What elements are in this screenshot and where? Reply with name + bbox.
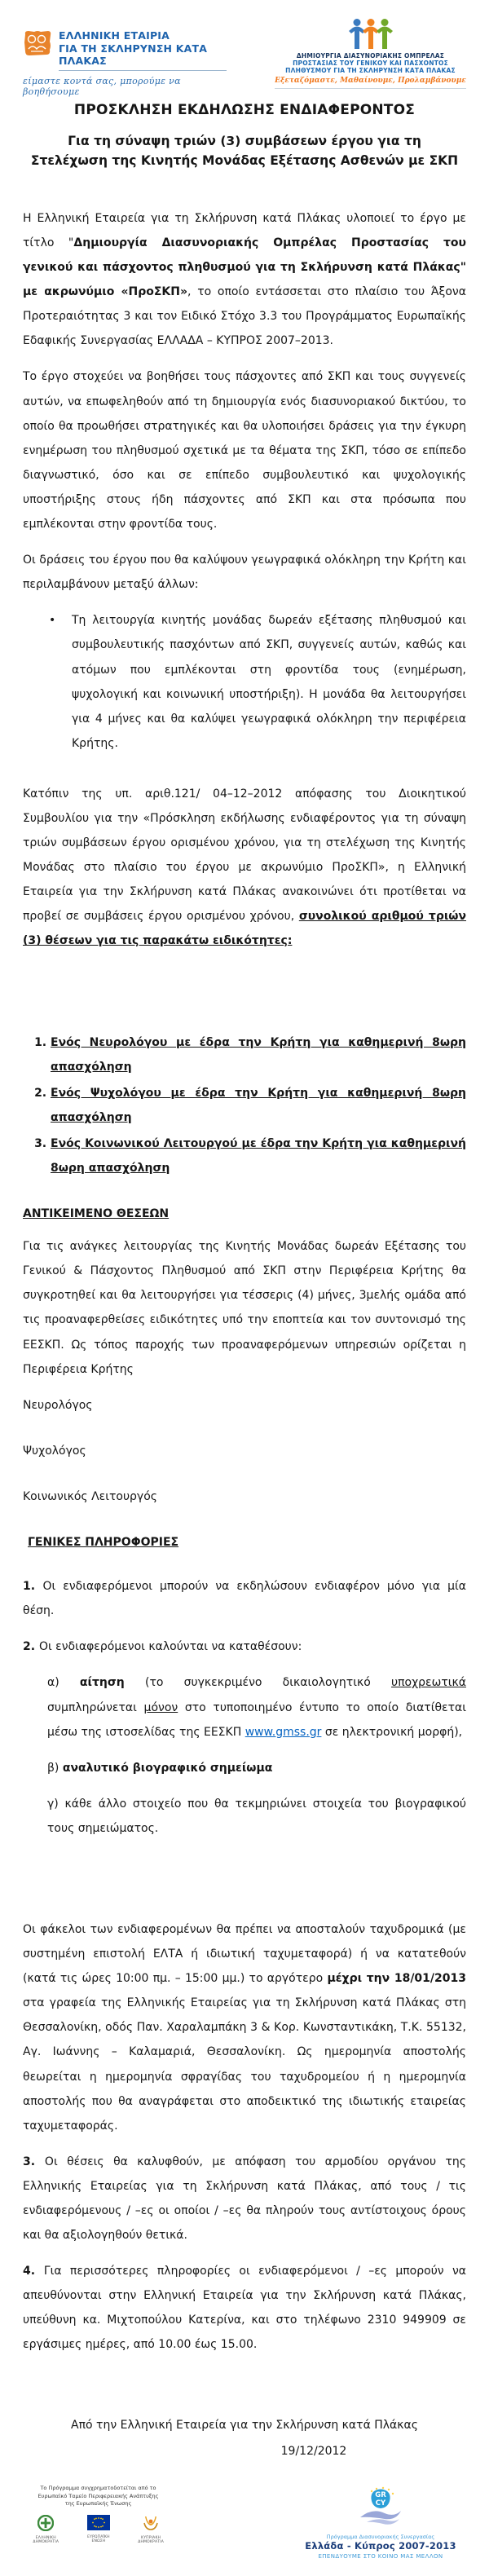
text-run: ΓΕΝΙΚΕΣ ΠΛΗΡΟΦΟΡΙΕΣ — [28, 1536, 179, 1550]
text-run: συμπληρώνεται — [47, 1700, 144, 1714]
positions-list — [23, 1030, 466, 1181]
text-run: γ) κάθε άλλο στοιχείο που θα τεκμηριώνει στοιχεία του βιογραφικού τους σημειώματος. — [47, 1797, 466, 1835]
funding-block — [23, 2485, 174, 2544]
greece-flag-item — [23, 2515, 69, 2544]
paragraph — [23, 782, 466, 954]
bullet-text — [72, 608, 466, 756]
greek-republic-emblem-icon — [37, 2515, 54, 2531]
org-name-line2: ΓΙΑ ΤΗ ΣΚΛΗΡΥΝΣΗ ΚΑΤΑ ΠΛΑΚΑΣ — [59, 42, 208, 68]
paragraph — [23, 2150, 466, 2247]
paragraph — [23, 1393, 466, 1418]
paragraph — [23, 206, 466, 354]
text-run: , το οποίο εντάσσεται στο πλαίσιο του Άξονα Προτεραιότητας 3 και τον Ειδικό Στόχο 3.3 του Προγράμματος Ευρωπαϊκής Εδαφικής Συνεργασίας ΕΛΛΑΔΑ – ΚΥΠΡΟΣ 2007–2013. — [23, 285, 466, 348]
funding-line3: της Ευρωπαϊκής Ένωσης — [64, 2500, 132, 2508]
text-run: Ενός Κοινωνικού Λειτουργού με έδρα την Κρήτη για καθημερινή 8ωρη απασχόληση — [51, 1136, 466, 1175]
text-run: Οι δράσεις του έργου που θα καλύψουν γεωγραφικά ολόκληρη την Κρήτη και περιλαμβάνουν μεταξύ άλλων: — [23, 554, 466, 592]
paragraph — [23, 1234, 466, 1382]
text-run: στο τυποποιημένο έντυπο το οποίο διατίθεται μέσω της ιστοσελίδας της ΕΕΣΚΠ — [47, 1700, 466, 1739]
text-run: Δημιουργία Διασυνοριακής Ομπρέλας Προστασίας του γενικού και πάσχοντος πληθυσμού για τη Σκλήρυνση κατά Πλάκας" με ακρωνύμιο «ΠροΣΚΠ» — [23, 236, 467, 299]
text-run: Ψυχολόγος — [23, 1444, 86, 1458]
funding-line1: Το Πρόγραμμα συγχρηματοδοτείται από το — [40, 2484, 156, 2491]
document-body — [23, 206, 466, 2464]
text-run: μόνον — [143, 1700, 178, 1714]
org-name-line1: ΕΛΛΗΝΙΚΗ ΕΤΑΙΡΙΑ — [59, 29, 170, 42]
text-run: β) — [47, 1761, 63, 1775]
funding-line2: Ευρωπαϊκό Ταμείο Περιφερειακής Ανάπτυξης — [37, 2492, 159, 2499]
document-header — [23, 11, 466, 97]
project-title-line2: ΠΡΟΣΤΑΣΙΑΣ ΤΟΥ ΓΕΝΙΚΟΥ ΚΑΙ ΠΑΣΧΟΝΤΟΣ — [293, 60, 448, 67]
signature-line — [23, 2413, 466, 2437]
eu-flag-item — [81, 2515, 117, 2544]
project-title-line3: ΠΛΗΘΥΣΜΟΥ ΓΙΑ ΤΗ ΣΚΛΗΡΥΝΣΗ ΚΑΤΑ ΠΛΑΚΑΣ — [285, 67, 456, 74]
section-heading — [23, 1202, 466, 1226]
bullet-item — [49, 608, 466, 756]
proskp-project-logo — [275, 11, 466, 89]
page-title: ΠΡΟΣΚΛΗΣΗ ΕΚΔΗΛΩΣΗΣ ΕΝΔΙΑΦΕΡΟΝΤΟΣ — [73, 101, 416, 118]
paragraph — [23, 1756, 466, 1780]
list-item — [51, 1081, 466, 1130]
project-title-line1: ΔΗΜΙΟΥΡΓΙΑ ΔΙΑΣΥΝΟΡΙΑΚΗΣ ΟΜΠΡΕΛΑΣ — [296, 52, 445, 60]
svg-text:GR: GR — [375, 2490, 386, 2499]
text-run: Κοινωνικός Λειτουργός — [23, 1489, 157, 1503]
text-run: υποχρεωτικά — [390, 1676, 466, 1690]
text-run: ΑΝΤΙΚΕΙΜΕΝΟ ΘΕΣΕΩΝ — [23, 1207, 170, 1221]
flag-caption-eu: ΕΥΡΩΠΑΪΚΗ ΕΝΩΣΗ — [87, 2535, 110, 2543]
spacer — [23, 2369, 466, 2405]
text-run: Οι θέσεις θα καλυφθούν, με απόφαση του αρμοδίου οργάνου της Ελληνικής Εταιρείας για τη Σκλήρυνση κατά Πλάκας, από τους / τις ενδιαφερόμενους / –ες οι οποίοι / –ες θα πληρούν τους αντίστοιχους όρους και θα αξιολογηθούν θετικά. — [23, 2155, 467, 2243]
text-run: στα γραφεία της Ελληνικής Εταιρείας για τη Σκλήρυνση κατά Πλάκας στη Θεσσαλονίκη, οδός Παν. Χαραλαμπάκη 3 & Κορ. Κωνσταντικάκη, Τ.Κ. 55132, Αγ. Ιωάννης – Καλαμαριά, Θεσσαλονίκη. Ως ημερομηνία αποστολής θεωρείται η ημερομηνία σφραγίδας του ταχυδρομείου ή η ημερομηνία αποστολής που θα αναγράφεται στο αποδεικτικό της ιδιωτικής εταιρείας ταχυμεταφοράς. — [23, 1996, 466, 2133]
text-run: Οι ενδιαφερόμενοι μπορούν να εκδηλώσουν ενδιαφέρον μόνο για μία θέση. — [23, 1580, 466, 1618]
text-run: σε ηλεκτρονική μορφή), — [321, 1725, 463, 1739]
paragraph — [23, 1439, 466, 1463]
org-slogan: είμαστε κοντά σας, μπορούμε να βοηθήσουμε — [23, 75, 181, 97]
page-subtitle: Για τη σύναψη τριών (3) συμβάσεων έργου για τη Στελέχωση της Κινητής Μονάδας Εξέτασης Ασθενών με ΣΚΠ — [30, 133, 459, 168]
text-run: 4. — [23, 2265, 44, 2278]
paragraph — [23, 2259, 466, 2357]
gmss-website-link[interactable]: www.gmss.gr — [244, 1725, 322, 1739]
spacer — [23, 1852, 466, 1917]
cyprus-flag-item — [128, 2515, 174, 2544]
text-run: α) — [47, 1676, 80, 1690]
text-run: Για τις ανάγκες λειτουργίας της Κινητής Μονάδας δωρεάν Εξέτασης του Γενικού & Πάσχοντος Πληθυσμού από ΣΚΠ στην Περιφέρεια Κρήτης θα συγκροτηθεί και θα λειτουργήσει για τέσσερις (4) μήνες, 3μελής ομάδα από τις προαναφερθείσες ειδικότητες υπό την εποπτεία και τον συντονισμό της ΕΕΣΚΠ. Ως τόπος παροχής των προαναφερόμενων υπηρεσιών ορίζεται η Περιφέρεια Κρήτης — [23, 1240, 466, 1376]
spacer — [23, 767, 466, 782]
document-footer — [23, 2485, 466, 2560]
paragraph — [23, 1917, 466, 2138]
org-name — [59, 29, 227, 71]
paragraph — [23, 1634, 466, 1659]
paragraph — [23, 1792, 466, 1841]
list-item — [51, 1131, 466, 1180]
text-run: αίτηση — [79, 1676, 125, 1690]
text-run: Το έργο στοχεύει να βοηθήσει τους πάσχοντες από ΣΚΠ και τους συγγενείς αυτών, να επωφεληθούν από τη δημιουργία ενός διασυνοριακού δικτύου, το οποίο θα προωθήσει στρατηγικές και θα υλοποιήσει δράσεις για την έγκυρη ενημέρωση του πληθυσμού σχετικά με τα θέματα της ΣΚΠ, τόσο σε επίπεδο διαγνωστικό, όσο και σε επίπεδο συμβουλευτικό και ψυχολογικής υποστήριξης στους ήδη πάσχοντες από ΣΚΠ και στα πρόσωπα που εμπλέκονται στην φροντίδα τους. — [23, 370, 466, 532]
ms-society-logo-icon — [23, 29, 52, 57]
program-line1: Πρόγραμμα Διασυνοριακής Συνεργασίας — [326, 2533, 435, 2540]
spacer — [23, 1563, 466, 1574]
flag-caption-cyprus: ΚΥΠΡΙΑΚΗ ΔΗΜΟΚΡΑΤΙΑ — [138, 2536, 165, 2544]
text-run: 2. — [23, 1640, 39, 1654]
list-item — [51, 1030, 466, 1079]
funding-text — [23, 2485, 174, 2508]
text-run: Ενός Ψυχολόγου με έδρα την Κρήτη για καθημερινή 8ωρη απασχόληση — [51, 1086, 466, 1124]
three-figures-icon — [346, 18, 396, 51]
text-run: Οι ενδιαφερόμενοι καλούνται να καταθέσουν: — [38, 1640, 302, 1654]
bullet-icon: • — [49, 614, 56, 628]
text-run: Η Ελληνική Εταιρεία για τη Σκλήρυνση κατά Πλάκας υλοποιεί το έργο με τίτλο " — [23, 211, 466, 249]
greece-cyprus-program-icon — [352, 2486, 409, 2529]
text-run: Από την Ελληνική Εταιρεία για την Σκλήρυνση κατά Πλάκας — [71, 2418, 418, 2432]
paragraph — [23, 548, 466, 597]
paragraph — [23, 1484, 466, 1509]
text-run: 3. — [23, 2155, 45, 2168]
text-run: μέχρι την 18/01/2013 — [327, 1972, 466, 1986]
svg-text:CY: CY — [375, 2499, 386, 2508]
project-slogan: Εξεταζόμαστε, Μαθαίνουμε, Προλαμβάνουμε — [275, 77, 466, 89]
document-date — [23, 2439, 466, 2464]
spacer — [23, 965, 466, 1003]
paragraph — [23, 364, 466, 536]
text-run: Τη λειτουργία κινητής μονάδας δωρεάν εξέτασης πληθυσμού και συμβουλευτικής πασχόντων από ΣΚΠ, συγγενείς αυτών, καθώς και ατόμων που εμπλέκονται στη φροντίδα τους (ενημέρωση, ψυχολογική και κοινωνική υποστήριξη). Η μονάδα θα λειτουργήσει για 4 μήνες και θα καλύψει γεωγραφικά ολόκληρη την περιφέρεια Κρήτης. — [72, 614, 466, 750]
text-run: Οι φάκελοι των ενδιαφερομένων θα πρέπει να αποσταλούν ταχυδρομικά (με συστημένη επιστολή ΕΛΤΑ ή ιδιωτική ταχυμεταφορά) ή να κατατεθούν (κατά τις ώρες 10:00 πμ. – 15:00 μμ.) το αργότερο — [23, 1922, 466, 1986]
program-logo-block — [295, 2485, 466, 2560]
text-run: Νευρολόγος — [23, 1398, 93, 1412]
eu-flag-icon — [87, 2515, 110, 2530]
text-run: Ενός Νευρολόγου με έδρα την Κρήτη για καθημερινή 8ωρη απασχόληση — [51, 1035, 466, 1074]
text-run: Κατόπιν της υπ. αριθ.121/ 04–12–2012 απόφασης του Διοικητικού Συμβουλίου για την «Πρόσκληση εκδήλωσης ενδιαφέροντος για τη σύναψη τριών συμβάσεων έργου ορισμένου χρόνου, για τη στελέχωση της Κινητής Μονάδας στο πλαίσιο του έργου με ακρωνύμιο ΠροΣΚΠ», η Ελληνική Εταιρεία για την Σκλήρυνση κατά Πλάκας ανακοινώνει ότι προτίθεται να προβεί σε συμβάσεις έργου ορισμένου χρόνου, — [23, 787, 466, 924]
ms-society-logo — [23, 11, 227, 97]
flags-row — [23, 2515, 174, 2544]
text-run: 1. — [23, 1580, 43, 1594]
text-run: 19/12/2012 — [280, 2444, 347, 2458]
text-run: Για περισσότερες πληροφορίες οι ενδιαφερόμενοι / –ες μπορούν να απευθύνονται στην Ελληνική Εταιρεία για την Σκλήρυνση κατά Πλάκας, υπεύθυνη κα. Μιχτοπούλου Κατερίνα, και στο τηλέφωνο 2310 949909 σε εργάσιμες ημέρες, από 10.00 έως 15.00. — [23, 2265, 466, 2352]
program-line3: ΕΠΕΝΔΥΟΥΜΕ ΣΤΟ ΚΟΙΝΟ ΜΑΣ ΜΕΛΛΟΝ — [318, 2552, 443, 2560]
flag-caption-greece: ΕΛΛΗΝΙΚΗ ΔΗΜΟΚΡΑΤΙΑ — [33, 2536, 59, 2544]
program-line2: Ελλάδα - Κύπρος 2007-2013 — [305, 2539, 456, 2552]
text-run: αναλυτικό βιογραφικό σημείωμα — [62, 1761, 273, 1775]
paragraph — [23, 1574, 466, 1623]
cyprus-republic-emblem-icon — [143, 2515, 159, 2531]
paragraph — [23, 1670, 466, 1744]
text-run: συνολικού αριθμού τριών (3) θέσεων για τις παρακάτω ειδικότητες: — [23, 910, 467, 948]
text-run: (το συγκεκριμένο δικαιολογητικό — [124, 1676, 391, 1690]
section-heading — [23, 1530, 466, 1555]
